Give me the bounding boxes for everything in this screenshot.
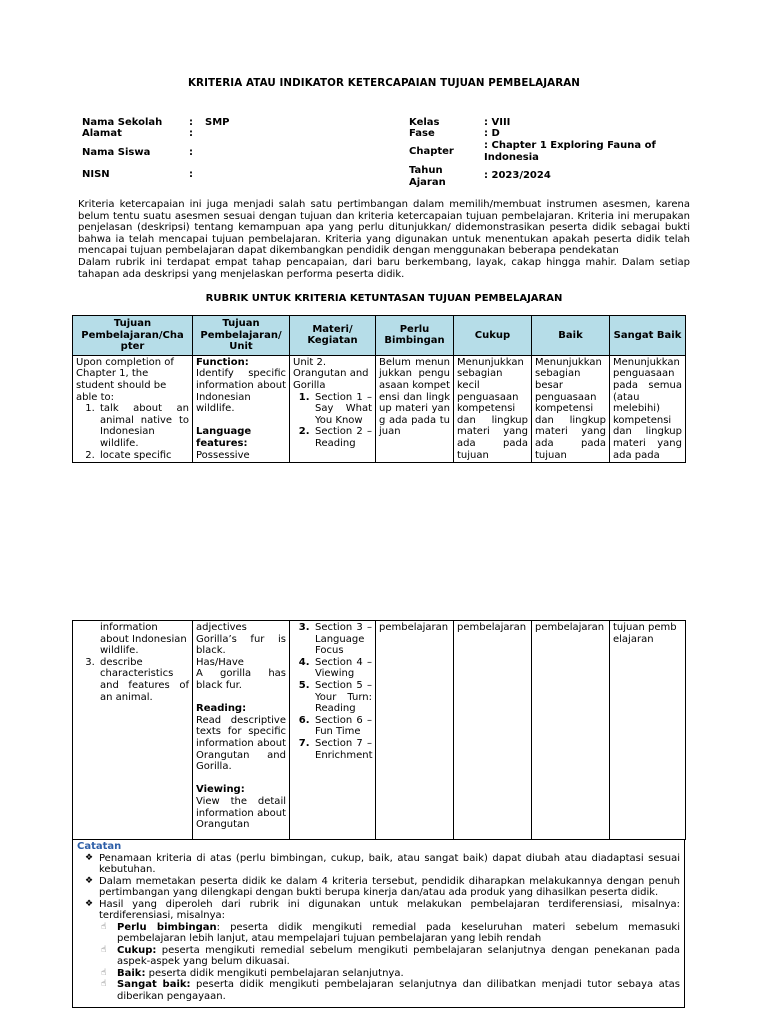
note-text: Hasil yang diperoleh dari rubrik ini digunakan untuk melakukan pembelajaran terdiferensiasi, misalnya: terdiferensiasi, misalnya: — [99, 898, 680, 921]
adjectives-text: adjectives Gorilla’s fur is black. — [196, 622, 286, 657]
list-item: 4. Section 4 – Viewing — [313, 657, 372, 680]
adequate-cell: Menunjukkan sebagian kecil penguasaan kompetensi dan lingkup materi yang ada pada tujuan — [454, 355, 532, 462]
rubric-table-part-1 — [72, 315, 686, 463]
objective-intro: Upon completion of Chapter 1, the student should be able to: — [76, 356, 174, 403]
school-name-label: Nama Sekolah — [82, 117, 163, 128]
reading-text: Read descriptive texts for specific information about Orangutan and Gorilla. — [196, 714, 286, 773]
list-item: 5. Section 5 – Your Turn: Reading — [313, 680, 372, 715]
objective-continued: information about Indonesian wildlife. — [100, 622, 187, 657]
subitem-label: Cukup: — [117, 944, 157, 956]
subitem-label: Baik: — [117, 967, 146, 979]
intro-paragraph — [78, 199, 690, 280]
header-cell: Materi/ Kegiatan — [290, 316, 376, 356]
list-item: 1. talk about an animal native to Indonesian wildlife. — [98, 403, 189, 449]
identity-left — [82, 117, 382, 187]
note-text: Dalam memetakan peserta didik ke dalam 4 kriteria tersebut, pendidik diharapkan melakukannya dengan penuh pertimbangan yang dilengkapi dengan bukti berupa kinerja dan/atau ada produk yang dihasilkan peserta didik. — [99, 875, 680, 898]
list-item: 3. describe characteristics and features of an animal. — [98, 657, 189, 703]
chapter-objective-cell — [73, 355, 193, 462]
phase-label: Fase — [409, 128, 435, 139]
diamond-bullet-icon: ❖ — [85, 875, 94, 886]
colon: : — [189, 117, 193, 128]
list-item: 2. Section 2 – Reading — [313, 426, 372, 449]
subitem-label: Perlu bimbingan — [117, 921, 217, 933]
school-name-value: SMP — [205, 117, 230, 128]
very-good-cell: tujuan pembelajaran — [610, 621, 686, 840]
note-subitem — [77, 922, 680, 945]
note-subitem — [77, 945, 680, 968]
unit-objective-cell — [193, 621, 290, 840]
table-header-row — [73, 316, 686, 356]
header-cell: Perlu Bimbingan — [376, 316, 454, 356]
nisn-label: NISN — [82, 169, 110, 180]
colon: : — [189, 169, 193, 180]
good-cell: Menunjukkan sebagian besar penguasaan kompetensi dan lingkup materi yang ada pada tujuan — [532, 355, 610, 462]
viewing-text: View the detail information about Orangutan — [196, 795, 286, 831]
viewing-label: Viewing: — [196, 784, 245, 796]
reading-label: Reading: — [196, 703, 247, 715]
chapter-label: Chapter — [409, 146, 454, 157]
materials-cell — [290, 355, 376, 462]
needs-guidance-cell: pembelajaran — [376, 621, 454, 840]
hand-pointer-icon: ☝ — [101, 921, 107, 932]
hand-pointer-icon: ☝ — [101, 944, 107, 955]
adequate-cell: pembelajaran — [454, 621, 532, 840]
language-features-label: Language features: — [196, 426, 252, 449]
list-item: 3. Section 3 – Language Focus — [313, 622, 372, 657]
note-item — [77, 899, 680, 922]
materials-cell — [290, 621, 376, 840]
list-item: 2. locate specific — [98, 450, 189, 462]
academic-year-value: : 2023/2024 — [484, 170, 551, 181]
subitem-text: peserta didik mengikuti pembelajaran selanjutnya dan dilibatkan menjadi tutor sebaya atas diberikan pengayaan. — [117, 979, 680, 1002]
chapter-objective-cell — [73, 621, 193, 840]
needs-guidance-cell: Belum menunjukkan penguasaan kompetensi dan lingkup materi yang ada pada tujuan — [376, 355, 454, 462]
table-row — [73, 621, 686, 840]
chapter-value: : Chapter 1 Exploring Fauna of Indonesia — [484, 140, 656, 163]
intro-text-2: Dalam rubrik ini terdapat empat tahap pencapaian, dari baru berkembang, layak, cakap hingga mahir. Dalam setiap tahapan ada deskripsi yang menjelaskan performa peserta didik. — [78, 256, 690, 280]
hand-pointer-icon: ☝ — [101, 967, 107, 978]
colon: : — [189, 147, 193, 158]
header-cell: Sangat Baik — [610, 316, 686, 356]
list-item: 1. Section 1 – Say What You Know — [313, 392, 372, 427]
section-list — [293, 392, 372, 450]
header-cell: Tujuan Pembelajaran/Cha pter — [73, 316, 193, 356]
intro-text-1: Kriteria ketercapaian ini juga menjadi salah satu pertimbangan dalam memilih/membuat instrumen asesmen, karena belum tentu suatu asesmen sesuai dengan tujuan dan kriteria ketercapaian tujuan pembelajaran. Kriteria ini merupakan penjelasan (deskripsi) tentang kemampuan apa yang perlu ditunjukkan/ didemonstrasikan peserta didik sebagai bukti bahwa ia telah mencapai tujuan pembelajaran. Kriteria yang digunakan untuk menentukan apakah peserta didik telah mencapai tujuan pembelajaran dapat dikembangkan pendidik dengan menggunakan beberapa pendekatan — [78, 199, 690, 257]
list-item: 6. Section 6 – Fun Time — [313, 715, 372, 738]
address-label: Alamat — [82, 128, 122, 139]
diamond-bullet-icon: ❖ — [85, 898, 94, 909]
diamond-bullet-icon: ❖ — [85, 852, 94, 863]
document-title: KRITERIA ATAU INDIKATOR KETERCAPAIAN TUJUAN PEMBELAJARAN — [187, 77, 581, 89]
notes-title: Catatan — [77, 841, 122, 852]
note-subitem — [77, 968, 680, 980]
subitem-label: Sangat baik: — [117, 979, 191, 990]
language-features-text: Possessive — [196, 449, 250, 461]
rubric-table-part-2 — [72, 620, 686, 840]
note-item — [77, 876, 680, 899]
header-cell: Cukup — [454, 316, 532, 356]
good-cell: pembelajaran — [532, 621, 610, 840]
header-cell: Baik — [532, 316, 610, 356]
note-subitem — [77, 979, 680, 1002]
subitem-text: peserta didik mengikuti pembelajaran selanjutnya. — [145, 967, 404, 979]
table-row — [73, 355, 686, 462]
hand-pointer-icon: ☝ — [101, 979, 107, 989]
class-value: : VIII — [484, 117, 511, 128]
unit-objective-cell — [193, 355, 290, 462]
function-text: Identify specific information about Indonesian wildlife. — [196, 368, 286, 415]
header-cell: Tujuan Pembelajaran/ Unit — [193, 316, 290, 356]
objective-list — [76, 403, 189, 461]
note-text: Penamaan kriteria di atas (perlu bimbingan, cukup, baik, atau sangat baik) dapat diubah atau diadaptasi sesuai kebutuhan. — [99, 852, 680, 875]
identity-right — [409, 117, 694, 191]
rubric-title: RUBRIK UNTUK KRITERIA KETUNTASAN TUJUAN PEMBELAJARAN — [205, 293, 563, 304]
subitem-text: : peserta didik mengikuti remedial pada keseluruhan materi sebelum memasuki pembelajaran lebih lanjut, atau mempelajari tujuan pembelajaran yang lebih rendah — [117, 921, 680, 944]
example-text: A gorilla has black fur. — [196, 668, 286, 691]
student-name-label: Nama Siswa — [82, 147, 151, 158]
subitem-text: peserta mengikuti remedial sebelum mengikuti pembelajaran selanjutnya dengan penekanan pada aspek-aspek yang belum dikuasai. — [117, 944, 680, 967]
objective-list — [76, 657, 189, 703]
list-item: 7. Section 7 – Enrichment — [313, 738, 372, 761]
has-have-text: Has/Have — [196, 656, 244, 668]
class-label: Kelas — [409, 117, 440, 128]
colon: : — [189, 128, 193, 139]
academic-year-label: Tahun Ajaran — [409, 165, 446, 188]
section-list — [293, 622, 372, 761]
very-good-cell: Menunjukkan penguasaan pada semua (atau melebihi) kompetensi dan lingkup materi yang ada pada — [610, 355, 686, 462]
phase-value: : D — [484, 128, 500, 139]
function-label: Function: — [196, 356, 249, 368]
note-item — [77, 853, 680, 876]
notes-section — [72, 839, 685, 1008]
unit-name: Unit 2. Orangutan and Gorilla — [293, 356, 369, 391]
